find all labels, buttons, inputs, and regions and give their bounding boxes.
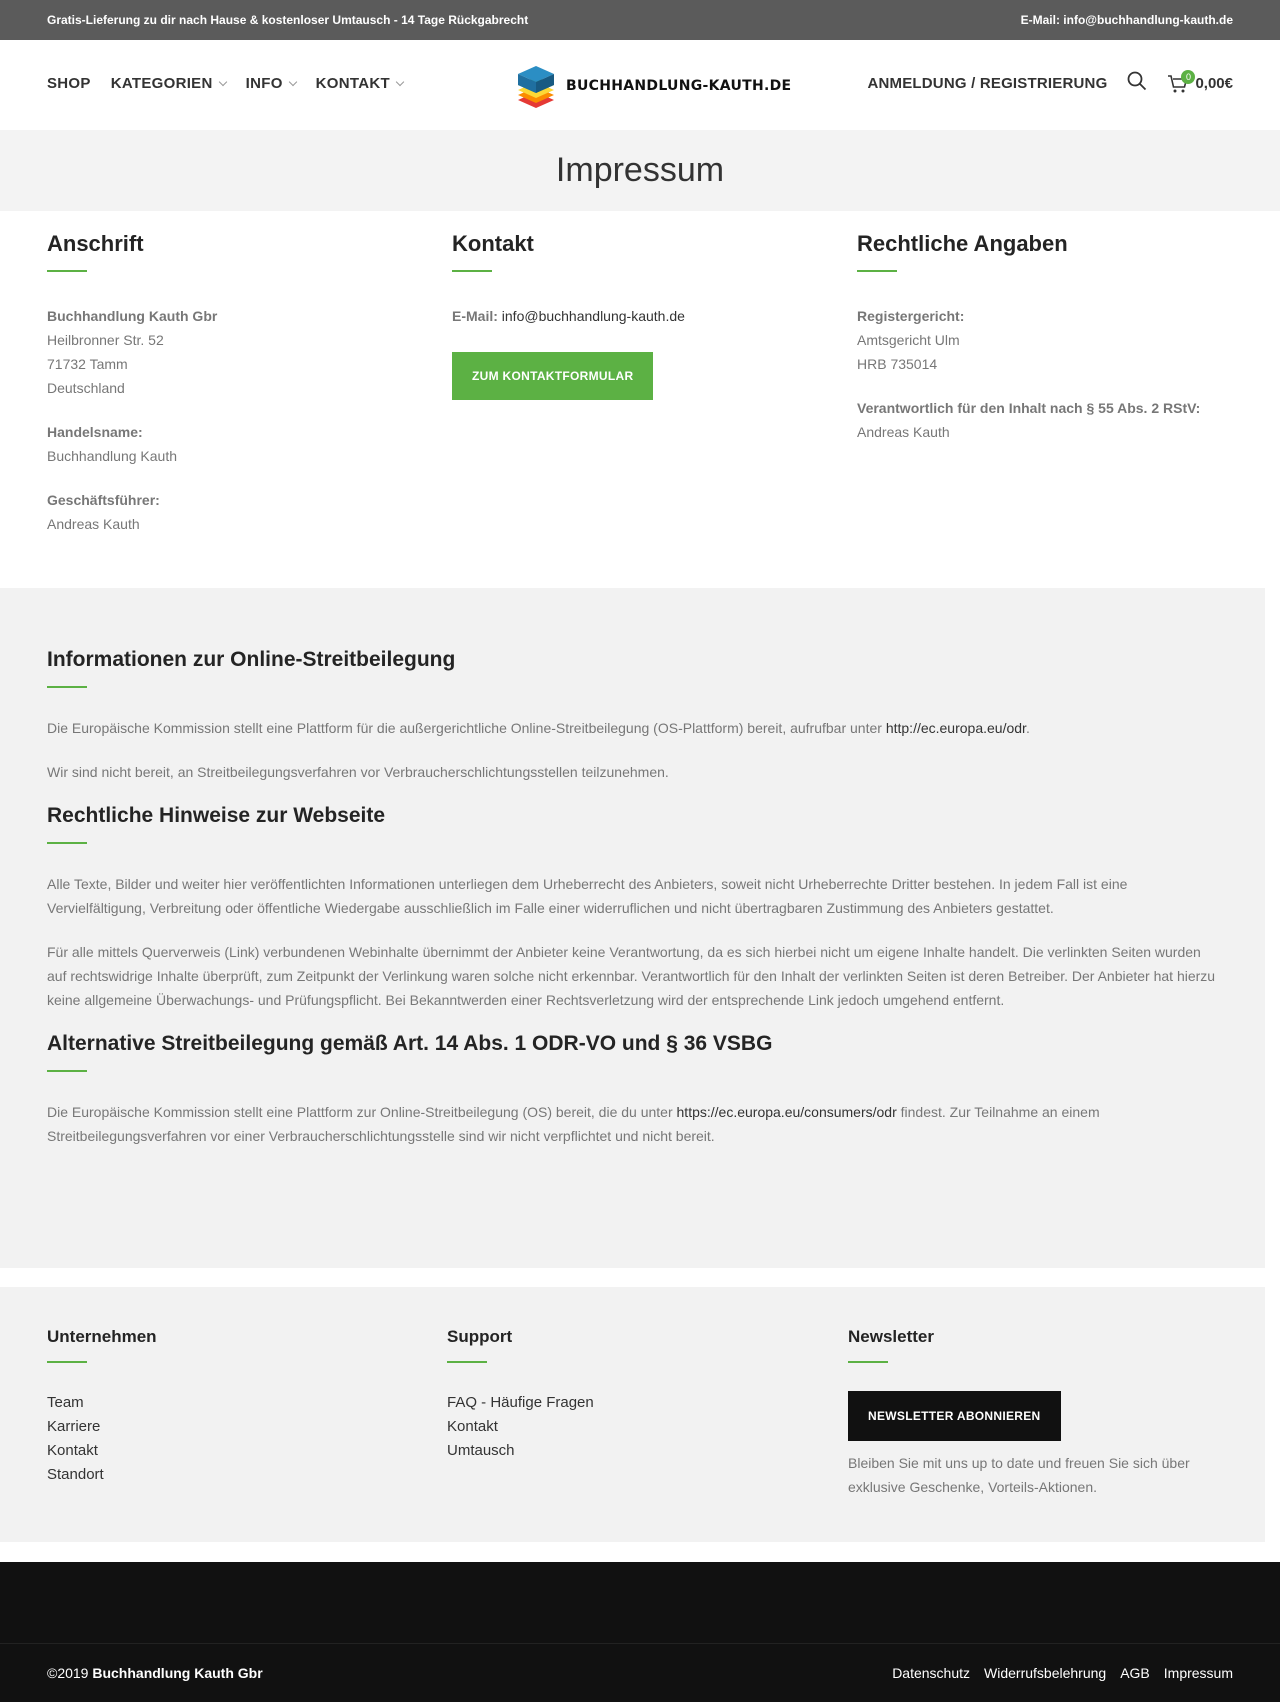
cart-button[interactable] bbox=[1167, 71, 1233, 94]
nav-info-label: INFO bbox=[245, 75, 283, 92]
heading-underline bbox=[47, 686, 87, 688]
nav-kontakt-label: KONTAKT bbox=[315, 75, 390, 92]
responsible-block bbox=[857, 396, 1257, 444]
main-nav bbox=[47, 75, 403, 92]
odr-info-block bbox=[47, 648, 1218, 784]
tradename-label: Handelsname: bbox=[47, 424, 143, 440]
copyright-prefix: ©2019 bbox=[47, 1665, 93, 1681]
contact-form-button[interactable]: ZUM KONTAKTFORMULAR bbox=[452, 352, 653, 400]
chevron-down-icon bbox=[288, 77, 296, 85]
link-agb[interactable]: AGB bbox=[1120, 1665, 1150, 1681]
header-actions bbox=[867, 71, 1233, 96]
alt-dispute-text-end: findest. Zur Teilnahme an einem Streitbeilegungsverfahren vor einer Verbraucherschlichtungsstelle sind wir nicht verpflichtet und nicht bereit. bbox=[47, 1104, 1100, 1144]
footer-link-faq[interactable]: FAQ - Häufige Fragen bbox=[447, 1394, 594, 1411]
email-link[interactable]: info@buchhandlung-kauth.de bbox=[501, 308, 685, 324]
links-paragraph: Für alle mittels Querverweis (Link) verbundenen Webinhalte übernimmt der Anbieter keine Verantwortung, da es sich hierbei nicht um eigene Inhalte handelt. Die verlinkten Seiten wurden auf rechtswidrige Inhalte überprüft, zum Zeitpunkt der Verlinkung waren solche nicht erkennbar. Verantwortlich für den Inhalt der verlinkten Seiten ist deren Betreiber. Der Anbieter hat hierzu keine allgemeine Überwachungs- und Prüfungspflicht. Bei Bekanntwerden einer Rechtsverletzung wird der entsprechende Link jedoch umgehend entfernt. bbox=[47, 944, 1216, 1008]
website-notes-heading: Rechtliche Hinweise zur Webseite bbox=[47, 804, 386, 827]
legal-column bbox=[857, 232, 1257, 464]
nav-info[interactable] bbox=[246, 75, 296, 92]
copyright-company: Buchhandlung Kauth Gbr bbox=[92, 1665, 263, 1681]
footer-link-karriere[interactable]: Karriere bbox=[47, 1418, 101, 1435]
copyright-paragraph: Alle Texte, Bilder und weiter hier veröffentlichten Informationen unterliegen dem Urheberrecht des Anbieters, soweit nicht Urheberrechte Dritter bestehen. In jedem Fall ist eine Vervielfältigung, Verbreitung oder öffentliche Wiedergabe ausschließlich im Falle einer widerruflichen und nicht übertragbaren Zustimmung des Anbieters gestattet. bbox=[47, 876, 1128, 916]
topbar-email[interactable]: E-Mail: info@buchhandlung-kauth.de bbox=[1020, 13, 1233, 27]
search-icon[interactable] bbox=[1127, 71, 1147, 96]
book-stack-logo-icon bbox=[514, 60, 558, 112]
heading-underline bbox=[857, 270, 897, 272]
ceo-block bbox=[47, 488, 427, 536]
legal-info-section bbox=[0, 588, 1265, 1268]
footer-link-umtausch[interactable]: Umtausch bbox=[447, 1442, 515, 1459]
nav-shop[interactable] bbox=[47, 75, 91, 92]
website-notes-block bbox=[47, 804, 1218, 1012]
footer-legal-links bbox=[892, 1665, 1233, 1681]
street: Heilbronner Str. 52 bbox=[47, 332, 164, 348]
nav-kategorien-label: KATEGORIEN bbox=[110, 75, 213, 92]
top-bar bbox=[0, 0, 1280, 40]
footer-company-heading: Unternehmen bbox=[47, 1327, 157, 1346]
anschrift-heading: Anschrift bbox=[47, 231, 144, 256]
nav-shop-label: SHOP bbox=[47, 75, 91, 92]
city: 71732 Tamm bbox=[47, 356, 128, 372]
nav-kontakt[interactable] bbox=[316, 75, 403, 92]
nav-kategorien[interactable] bbox=[111, 75, 226, 92]
footer-widgets bbox=[0, 1287, 1265, 1542]
cart-total: 0,00€ bbox=[1195, 75, 1233, 92]
odr-heading: Informationen zur Online-Streitbeilegung bbox=[47, 648, 456, 671]
heading-underline bbox=[848, 1361, 888, 1363]
heading-underline bbox=[447, 1361, 487, 1363]
heading-underline bbox=[47, 1361, 87, 1363]
newsletter-description: Bleiben Sie mit uns up to date und freuen Sie sich über exklusive Geschenke, Vorteils-Aktionen. bbox=[848, 1455, 1190, 1495]
email-label: E-Mail: bbox=[452, 308, 498, 324]
copyright bbox=[47, 1665, 263, 1681]
alt-dispute-heading: Alternative Streitbeilegung gemäß Art. 14 Abs. 1 ODR-VO und § 36 VSBG bbox=[47, 1032, 773, 1055]
ceo-label: Geschäftsführer: bbox=[47, 492, 160, 508]
shipping-notice: Gratis-Lieferung zu dir nach Hause & kostenloser Umtausch - 14 Tage Rückgabrecht bbox=[47, 13, 529, 27]
logo-text: BUCHHANDLUNG-KAUTH.DE bbox=[566, 78, 792, 94]
cart-count-badge: 0 bbox=[1181, 70, 1195, 84]
footer-divider bbox=[0, 1643, 1280, 1644]
email-line bbox=[452, 304, 832, 328]
footer-support-heading: Support bbox=[447, 1327, 513, 1346]
register-label: Registergericht: bbox=[857, 308, 965, 324]
register-block bbox=[857, 304, 1257, 376]
footer-newsletter-heading: Newsletter bbox=[848, 1327, 934, 1346]
odr-paragraph bbox=[47, 716, 1218, 740]
footer-link-kontakt[interactable]: Kontakt bbox=[47, 1442, 98, 1459]
anschrift-column bbox=[47, 232, 427, 556]
chevron-down-icon bbox=[218, 77, 226, 85]
heading-underline bbox=[452, 270, 492, 272]
chevron-down-icon bbox=[396, 77, 404, 85]
hrb-number: HRB 735014 bbox=[857, 356, 938, 372]
footer-bottom-bar bbox=[0, 1562, 1280, 1702]
link-impressum[interactable]: Impressum bbox=[1163, 1665, 1233, 1681]
tradename: Buchhandlung Kauth bbox=[47, 448, 177, 464]
country: Deutschland bbox=[47, 380, 125, 396]
heading-underline bbox=[47, 270, 87, 272]
alt-dispute-block bbox=[47, 1032, 1218, 1148]
footer-newsletter-column bbox=[848, 1325, 1208, 1499]
page-title-bar bbox=[0, 130, 1280, 211]
responsible-label: Verantwortlich für den Inhalt nach § 55 Abs. 2 RStV: bbox=[857, 400, 1201, 416]
page-title: Impressum bbox=[555, 151, 725, 189]
kontakt-heading: Kontakt bbox=[452, 231, 534, 256]
tradename-block bbox=[47, 420, 427, 468]
odr-link[interactable]: http://ec.europa.eu/odr bbox=[885, 720, 1026, 736]
address-block bbox=[47, 304, 427, 400]
responsible-name: Andreas Kauth bbox=[857, 424, 950, 440]
legal-heading: Rechtliche Angaben bbox=[857, 231, 1068, 256]
site-logo[interactable] bbox=[514, 60, 791, 112]
footer-support-column bbox=[447, 1325, 594, 1463]
footer-link-standort[interactable]: Standort bbox=[47, 1466, 104, 1483]
register-court: Amtsgericht Ulm bbox=[857, 332, 960, 348]
link-datenschutz[interactable]: Datenschutz bbox=[892, 1665, 971, 1681]
footer-link-team[interactable]: Team bbox=[47, 1394, 84, 1411]
footer-link-support-kontakt[interactable]: Kontakt bbox=[447, 1418, 498, 1435]
company-name: Buchhandlung Kauth Gbr bbox=[47, 308, 218, 324]
alt-dispute-paragraph bbox=[47, 1100, 1218, 1148]
newsletter-subscribe-button[interactable]: NEWSLETTER ABONNIEREN bbox=[848, 1391, 1061, 1441]
footer-company-column bbox=[47, 1325, 157, 1487]
ceo-name: Andreas Kauth bbox=[47, 516, 140, 532]
odr-text-end: . bbox=[1025, 720, 1030, 736]
heading-underline bbox=[47, 1070, 87, 1072]
heading-underline bbox=[47, 842, 87, 844]
alt-dispute-text: Die Europäische Kommission stellt eine Plattform zur Online-Streitbeilegung (OS) bereit, die du unter bbox=[47, 1104, 677, 1120]
site-header bbox=[0, 40, 1280, 130]
odr-decline-paragraph: Wir sind nicht bereit, an Streitbeilegungsverfahren vor Verbraucherschlichtungsstellen teilzunehmen. bbox=[47, 764, 669, 780]
link-widerrufsbelehrung[interactable]: Widerrufsbelehrung bbox=[984, 1665, 1107, 1681]
login-register-link[interactable]: ANMELDUNG / REGISTRIERUNG bbox=[867, 75, 1108, 92]
odr-text: Die Europäische Kommission stellt eine Plattform für die außergerichtliche Online-Streitbeilegung (OS-Plattform) bereit, aufrufbar unter bbox=[47, 720, 886, 736]
consumers-odr-link[interactable]: https://ec.europa.eu/consumers/odr bbox=[676, 1104, 897, 1120]
kontakt-column bbox=[452, 232, 832, 400]
